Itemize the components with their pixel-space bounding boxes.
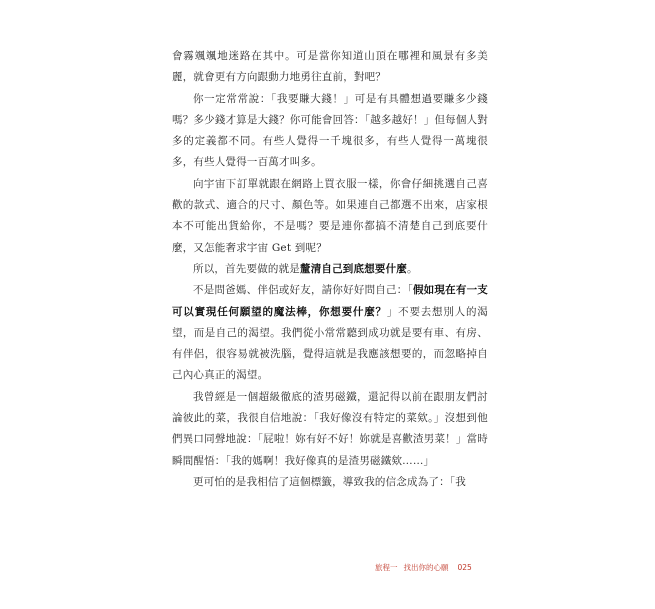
footer-chapter-title: 找出你的心願 [403,563,449,572]
paragraph-6 [172,387,488,472]
paragraph-4 [172,259,488,280]
paragraph-5 [172,280,488,386]
page-body [172,46,488,493]
paragraph-3 [172,174,488,259]
paragraph-2 [172,89,488,174]
bold-text-run: 假如現在有一支可以實現任何願望的魔法棒，你想要什麼？ [172,284,488,318]
paragraph-7 [172,472,488,493]
page-number: 025 [457,563,472,572]
text-run: 我曾經是一個超級徹底的渣男磁鐵，還記得以前在跟朋友們討論彼此的菜，我很自信地說：「我好像沒有特定的菜欸。」沒想到他們異口同聲地說：「屁啦！妳有好不好！妳就是喜歡渣男菜！」當時瞬間醒悟：「我的媽啊！我好像真的是渣男磁鐵欸……」 [172,390,488,467]
page-footer [375,562,490,573]
text-run: 不是問爸媽、伴侶或好友，請你好好問自己：「 [193,284,413,297]
paragraph-1 [172,46,488,89]
text-run: 」不要去想別人的渴望，而是自己的渴望。我們從小常常聽到成功就是要有車、有房、有伴侶，很容易就被洗腦，覺得這就是我應該想要的，而忽略掉自己內心真正的渴望。 [172,305,488,382]
footer-chapter: 旅程一 [375,563,398,572]
text-run: 向宇宙下訂單就跟在網路上買衣服一樣，你會仔細挑選自己喜歡的款式、適合的尺寸、顏色等。如果連自己都選不出來，店家根本不可能出貨給你，不是嗎？要是連你都搞不清楚自己到底要什麼，又怎能奢求宇宙 Get 到呢？ [172,177,488,254]
text-run: 會霧颯颯地迷路在其中。可是當你知道山頂在哪裡和風景有多美麗，就會更有方向跟動力地勇往直前，對吧？ [172,50,488,84]
text-run: 所以，首先要做的就是 [193,262,300,275]
bold-text-run: 釐清自己到底想要什麼 [300,262,407,275]
text-run: 更可怕的是我相信了這個標籤，導致我的信念成為了：「我 [193,475,466,488]
text-run: 你一定常常說：「我要賺大錢！」可是有具體想過要賺多少錢嗎？多少錢才算是大錢？你可能會回答：「越多越好！」但每個人對多的定義都不同。有些人覺得一千塊很多，有些人覺得一萬塊很多，有些人覺得一百萬才叫多。 [172,92,488,169]
text-run: 。 [407,262,418,275]
